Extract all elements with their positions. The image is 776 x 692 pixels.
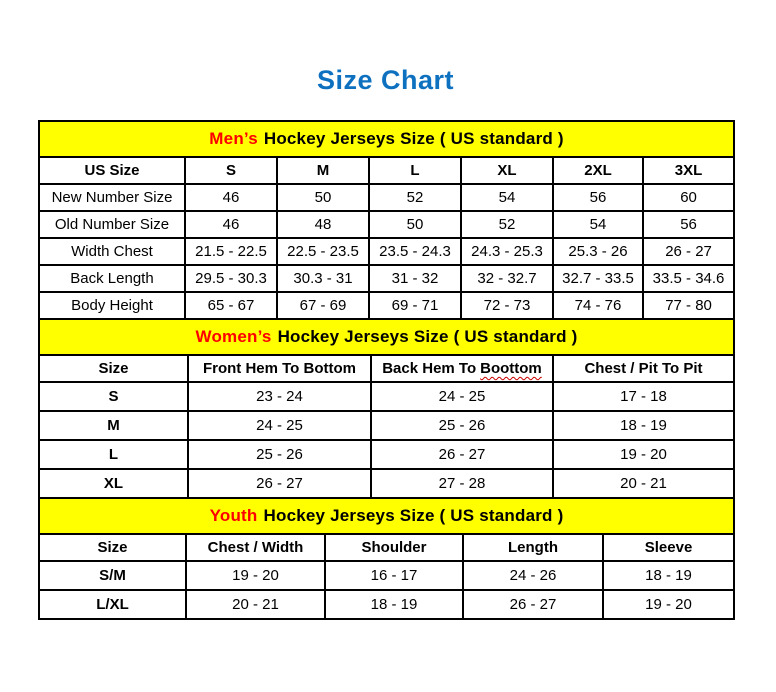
value-cell: 18 - 19 <box>553 411 734 440</box>
value-cell: 52 <box>369 184 461 211</box>
value-cell: 65 - 67 <box>185 292 277 319</box>
column-header-back-hem <box>371 355 553 382</box>
womens-accent-label: Women’s <box>195 327 272 346</box>
row-header-cell: Back Length <box>39 265 185 292</box>
value-cell: 19 - 20 <box>553 440 734 469</box>
table-row <box>39 590 734 619</box>
mens-size-table <box>38 120 735 320</box>
column-header-shoulder: Shoulder <box>325 534 463 561</box>
value-cell: 17 - 18 <box>553 382 734 411</box>
row-header-cell: Old Number Size <box>39 211 185 238</box>
row-header-cell: L/XL <box>39 590 186 619</box>
value-cell: 26 - 27 <box>188 469 371 498</box>
row-header-cell: S <box>39 382 188 411</box>
youth-size-table <box>38 497 735 620</box>
column-header-chest-pit: Chest / Pit To Pit <box>553 355 734 382</box>
value-cell: 72 - 73 <box>461 292 553 319</box>
mens-accent-label: Men’s <box>209 129 258 148</box>
value-cell: 23 - 24 <box>188 382 371 411</box>
youth-title-text: Hockey Jerseys Size ( US standard ) <box>263 506 564 525</box>
value-cell: 60 <box>643 184 734 211</box>
column-header-s: S <box>185 157 277 184</box>
row-header-cell: New Number Size <box>39 184 185 211</box>
value-cell: 18 - 19 <box>603 561 734 590</box>
value-cell: 19 - 20 <box>186 561 325 590</box>
row-header-cell: Body Height <box>39 292 185 319</box>
value-cell: 26 - 27 <box>371 440 553 469</box>
table-row <box>39 184 734 211</box>
value-cell: 16 - 17 <box>325 561 463 590</box>
value-cell: 19 - 20 <box>603 590 734 619</box>
table-row <box>39 411 734 440</box>
value-cell: 30.3 - 31 <box>277 265 369 292</box>
table-row <box>39 238 734 265</box>
page-title: Size Chart <box>316 65 455 95</box>
value-cell: 48 <box>277 211 369 238</box>
mens-column-header-row <box>39 157 734 184</box>
value-cell: 20 - 21 <box>553 469 734 498</box>
value-cell: 77 - 80 <box>643 292 734 319</box>
value-cell: 24.3 - 25.3 <box>461 238 553 265</box>
value-cell: 50 <box>369 211 461 238</box>
value-cell: 24 - 25 <box>188 411 371 440</box>
mens-title-text: Hockey Jerseys Size ( US standard ) <box>263 129 564 148</box>
misspelled-word: Boottom <box>480 360 542 377</box>
value-cell: 27 - 28 <box>371 469 553 498</box>
size-chart <box>38 120 733 620</box>
value-cell: 32 - 32.7 <box>461 265 553 292</box>
row-header-cell: Width Chest <box>39 238 185 265</box>
column-header-l: L <box>369 157 461 184</box>
column-header-xl: XL <box>461 157 553 184</box>
column-header-us-size: US Size <box>39 157 185 184</box>
womens-section-title <box>39 319 734 355</box>
table-row <box>39 561 734 590</box>
column-header-3xl: 3XL <box>643 157 734 184</box>
value-cell: 20 - 21 <box>186 590 325 619</box>
value-cell: 25 - 26 <box>371 411 553 440</box>
value-cell: 24 - 26 <box>463 561 603 590</box>
row-header-cell: XL <box>39 469 188 498</box>
value-cell: 56 <box>643 211 734 238</box>
table-row <box>39 292 734 319</box>
value-cell: 54 <box>461 184 553 211</box>
mens-table-body <box>39 184 734 319</box>
womens-table-body <box>39 382 734 498</box>
value-cell: 25 - 26 <box>188 440 371 469</box>
value-cell: 52 <box>461 211 553 238</box>
table-row <box>39 265 734 292</box>
value-cell: 31 - 32 <box>369 265 461 292</box>
youth-accent-label: Youth <box>209 506 258 525</box>
value-cell: 56 <box>553 184 643 211</box>
value-cell: 33.5 - 34.6 <box>643 265 734 292</box>
value-cell: 18 - 19 <box>325 590 463 619</box>
womens-title-text: Hockey Jerseys Size ( US standard ) <box>277 327 578 346</box>
column-header-length: Length <box>463 534 603 561</box>
youth-section-title <box>39 498 734 534</box>
column-header-chest-width: Chest / Width <box>186 534 325 561</box>
value-cell: 54 <box>553 211 643 238</box>
youth-column-header-row <box>39 534 734 561</box>
value-cell: 46 <box>185 211 277 238</box>
column-header-m: M <box>277 157 369 184</box>
womens-section-band <box>39 319 734 355</box>
value-cell: 23.5 - 24.3 <box>369 238 461 265</box>
mens-section-title <box>39 121 734 157</box>
row-header-cell: S/M <box>39 561 186 590</box>
table-row <box>39 469 734 498</box>
column-header-size: Size <box>39 534 186 561</box>
column-header-sleeve: Sleeve <box>603 534 734 561</box>
table-row <box>39 382 734 411</box>
column-header-size: Size <box>39 355 188 382</box>
value-cell: 22.5 - 23.5 <box>277 238 369 265</box>
value-cell: 21.5 - 22.5 <box>185 238 277 265</box>
value-cell: 46 <box>185 184 277 211</box>
value-cell: 67 - 69 <box>277 292 369 319</box>
value-cell: 32.7 - 33.5 <box>553 265 643 292</box>
youth-table-body <box>39 561 734 619</box>
row-header-cell: L <box>39 440 188 469</box>
value-cell: 25.3 - 26 <box>553 238 643 265</box>
value-cell: 26 - 27 <box>643 238 734 265</box>
value-cell: 50 <box>277 184 369 211</box>
mens-section-band <box>39 121 734 157</box>
column-header-front-hem: Front Hem To Bottom <box>188 355 371 382</box>
youth-section-band <box>39 498 734 534</box>
table-row <box>39 211 734 238</box>
value-cell: 26 - 27 <box>463 590 603 619</box>
column-header-2xl: 2XL <box>553 157 643 184</box>
column-header-back-hem-prefix: Back Hem To <box>382 360 477 377</box>
womens-column-header-row <box>39 355 734 382</box>
value-cell: 74 - 76 <box>553 292 643 319</box>
table-row <box>39 440 734 469</box>
row-header-cell: M <box>39 411 188 440</box>
value-cell: 24 - 25 <box>371 382 553 411</box>
value-cell: 69 - 71 <box>369 292 461 319</box>
womens-size-table <box>38 318 735 499</box>
value-cell: 29.5 - 30.3 <box>185 265 277 292</box>
